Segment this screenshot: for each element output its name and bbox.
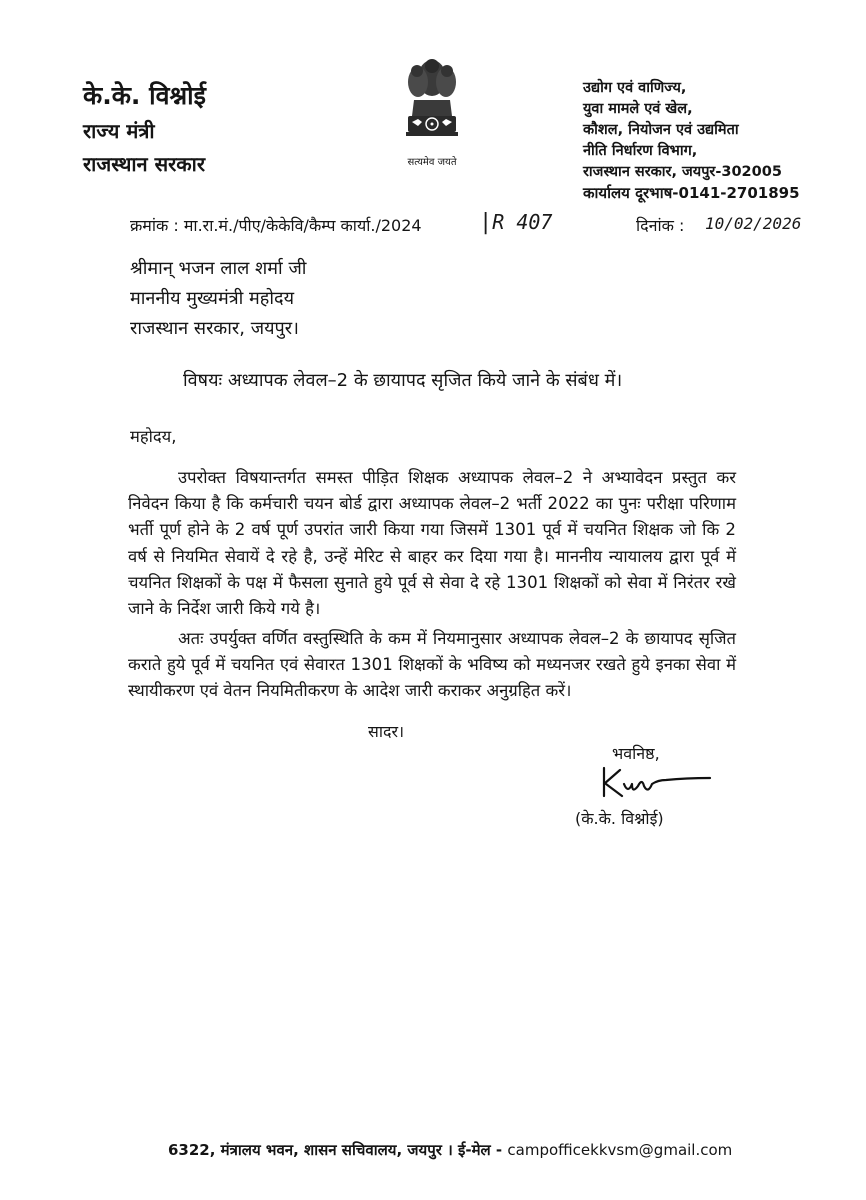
emblem xyxy=(392,56,472,168)
sender-government: राजस्थान सरकार xyxy=(83,152,206,176)
closing-regards: सादर। xyxy=(368,722,405,741)
footer-email[interactable]: campofficekkvsm@gmail.com xyxy=(507,1141,733,1159)
department-line: युवा मामले एवं खेल, xyxy=(583,101,693,117)
handwritten-reference: |R 407 xyxy=(479,210,553,235)
recipient-block xyxy=(130,254,306,344)
reference-number: क्रमांक : मा.रा.मं./पीए/केकेवि/कैम्प कार्या./2024 xyxy=(130,216,422,235)
department-line: नीति निर्धारण विभाग, xyxy=(583,143,698,159)
signatory-name: (के.के. विश्नोई) xyxy=(575,809,664,828)
sender-designation: राज्य मंत्री xyxy=(83,119,155,143)
department-list xyxy=(583,78,800,204)
handwritten-signature xyxy=(598,762,718,802)
footer-address xyxy=(168,1140,732,1160)
sender-name: के.के. विश्नोई xyxy=(83,81,206,110)
sender-designation-block xyxy=(83,117,155,144)
recipient-address: राजस्थान सरकार, जयपुर। xyxy=(130,318,299,339)
handwritten-date: 10/02/2026 xyxy=(705,214,802,233)
national-emblem-icon xyxy=(392,56,472,152)
sender-block xyxy=(83,78,206,112)
office-phone: कार्यालय दूरभाष-0141-2701895 xyxy=(583,184,800,202)
body-paragraph-2: अतः उपर्युक्त वर्णित वस्तुस्थिति के कम में नियमानुसार अध्यापक लेवल–2 के छायापद सृजित कराते हुये पूर्व में चयनित एवं सेवारत 1301 शिक्षकों के भविष्य को मध्यनजर रखते हुये इनका सेवा में स्थायीकरण एवं वेतन नियमितीकरण के आदेश जारी कराकर अनुग्रहित करें। xyxy=(128,629,736,701)
handwritten-reference-number: R 407 xyxy=(492,210,553,234)
department-line: राजस्थान सरकार, जयपुर-302005 xyxy=(583,164,782,180)
recipient-designation: माननीय मुख्यमंत्री महोदय xyxy=(130,288,295,309)
recipient-name: श्रीमान् भजन लाल शर्मा जी xyxy=(130,258,307,279)
emblem-motto: सत्यमेव जयते xyxy=(407,157,457,168)
salutation: महोदय, xyxy=(130,427,177,446)
closing-yours: भवनिष्ठ, xyxy=(612,744,660,763)
department-line: उद्योग एवं वाणिज्य, xyxy=(583,80,687,96)
subject-line: विषयः अध्यापक लेवल–2 के छायापद सृजित किये जाने के संबंध में। xyxy=(183,370,623,391)
date-label: दिनांक : xyxy=(636,216,685,235)
footer-address-text: 6322, मंत्रालय भवन, शासन सचिवालय, जयपुर । ई-मेल - xyxy=(168,1141,503,1159)
sender-government-block xyxy=(83,150,205,177)
department-line: कौशल, नियोजन एवं उद्यमिता xyxy=(583,122,739,138)
body-paragraph-1: उपरोक्त विषयान्तर्गत समस्त पीड़ित शिक्षक अध्यापक लेवल–2 ने अभ्यावेदन प्रस्तुत कर निवेदन किया है कि कर्मचारी चयन बोर्ड द्वारा अध्यापक लेवल–2 भर्ती 2022 का पुनः परीक्षा परिणाम भर्ती पूर्ण होने के 2 वर्ष पूर्ण उपरांत जारी किया गया जिसमें 1301 पूर्व में चयनित शिक्षक जो कि 2 वर्ष से नियमित सेवायें दे रहे है, उन्हें मेरिट से बाहर कर दिया गया है। माननीय न्यायालय द्वारा पूर्व में चयनित शिक्षकों के पक्ष में फैसला सुनाते हुये पूर्व से सेवा दे रहे 1301 शिक्षकों को सेवा में निरंतर रखे जाने के निर्देश जारी किये गये है। xyxy=(128,468,736,619)
